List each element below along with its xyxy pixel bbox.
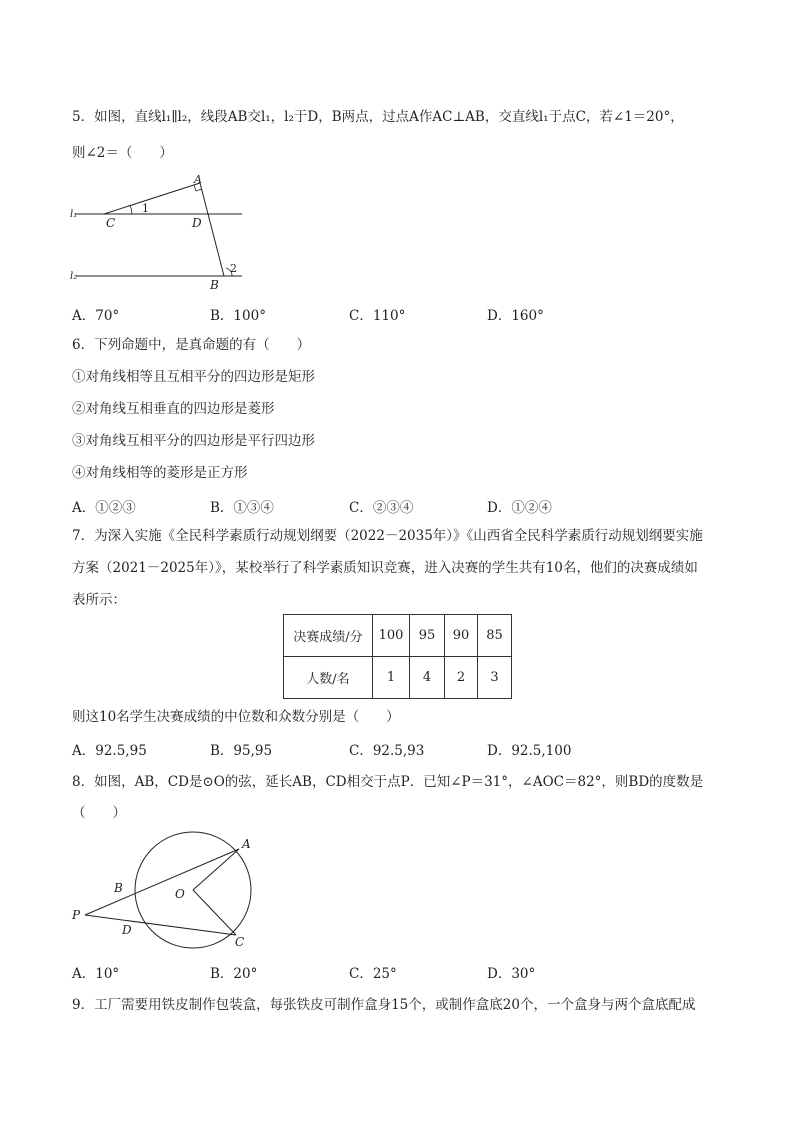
label-a: A [242,837,251,851]
table-header-score: 决赛成绩/分 [284,615,373,657]
table-cell: 100 [373,615,410,657]
q7-option-b[interactable]: B．95,95 [210,743,273,759]
radius-oc [193,890,236,935]
label-angle-1: 1 [142,202,149,215]
q6-option-a[interactable]: A．①②③ [72,500,136,516]
label-o: O [175,887,185,901]
q7-score-table [283,614,512,699]
table-cell: 1 [373,657,410,699]
q7-option-a[interactable]: A．92.5,95 [72,743,147,759]
table-cell: 85 [478,615,512,657]
q7-stem-line3: 表所示： [72,592,126,608]
q5-option-d[interactable]: D．160° [487,308,544,324]
q8-option-b[interactable]: B．20° [210,966,258,982]
segment-ab [200,183,224,276]
q6-option-b[interactable]: B．①③④ [210,500,274,516]
table-cell: 2 [445,657,478,699]
q9-stem-line1: 9．工厂需要用铁皮制作包装盒，每张铁皮可制作盒身15个，或制作盒底20个，一个盒身与两个盒底配成 [72,997,696,1013]
label-l2: l₂ [70,271,78,282]
q7-question: 则这10名学生决赛成绩的中位数和众数分别是（ ） [72,709,400,725]
q6-option-c[interactable]: C．②③④ [349,500,414,516]
table-row [284,657,512,699]
q5-figure [64,172,254,294]
q7-option-d[interactable]: D．92.5,100 [487,743,572,759]
label-a: A [194,173,202,186]
label-d: D [192,216,202,230]
q6-statement-3: ③对角线互相平分的四边形是平行四边形 [72,433,315,449]
label-angle-2: 2 [230,262,237,275]
q8-option-d[interactable]: D．30° [487,966,536,982]
angle-1-arc [130,205,132,214]
q6-stem: 6．下列命题中，是真命题的有（ ） [72,337,311,353]
line-pa [85,849,239,915]
q5-stem-line1: 5．如图，直线l₁∥l₂，线段AB交l₁，l₂于D，B两点，过点A作AC⊥AB，交直线l₁于点C，若∠1＝20°， [72,109,684,125]
table-cell: 90 [445,615,478,657]
table-cell: 3 [478,657,512,699]
label-b: B [210,278,219,292]
table-cell: 4 [410,657,445,699]
q5-stem-line2: 则∠2＝（ ） [72,145,173,161]
q5-option-a[interactable]: A．70° [72,308,120,324]
label-p: P [72,908,81,922]
q7-stem-line1: 7．为深入实施《全民科学素质行动规划纲要（2022－2035年）》《山西省全民科学素质行动规划纲要实施 [72,528,703,544]
q8-stem-line2: （ ） [72,805,126,821]
table-cell: 95 [410,615,445,657]
label-d: D [122,923,132,937]
q8-option-a[interactable]: A．10° [72,966,120,982]
q7-stem-line2: 方案（2021－2025年）》，某校举行了科学素质知识竞赛，进入决赛的学生共有10名，他们的决赛成绩如 [72,560,698,576]
q7-option-c[interactable]: C．92.5,93 [349,743,425,759]
q8-stem-line1: 8．如图，AB，CD是⊙O的弦，延长AB，CD相交于点P．已知∠P＝31°，∠AOC＝82°，则BD的度数是 [72,774,704,790]
q8-figure [66,827,266,952]
q6-option-d[interactable]: D．①②④ [487,500,552,516]
table-header-count: 人数/名 [284,657,373,699]
q6-statement-2: ②对角线互相垂直的四边形是菱形 [72,401,275,417]
q5-option-c[interactable]: C．110° [349,308,406,324]
label-l1: l₁ [70,209,78,220]
table-row [284,615,512,657]
label-c: C [235,935,245,949]
line-pc [85,915,236,935]
radius-oa [193,849,239,890]
label-c: C [106,216,116,230]
q8-option-c[interactable]: C．25° [349,966,397,982]
segment-ca [104,183,200,214]
q6-statement-4: ④对角线相等的菱形是正方形 [72,465,248,481]
q6-statement-1: ①对角线相等且互相平分的四边形是矩形 [72,369,315,385]
q5-option-b[interactable]: B．100° [210,308,266,324]
label-b: B [114,881,123,895]
